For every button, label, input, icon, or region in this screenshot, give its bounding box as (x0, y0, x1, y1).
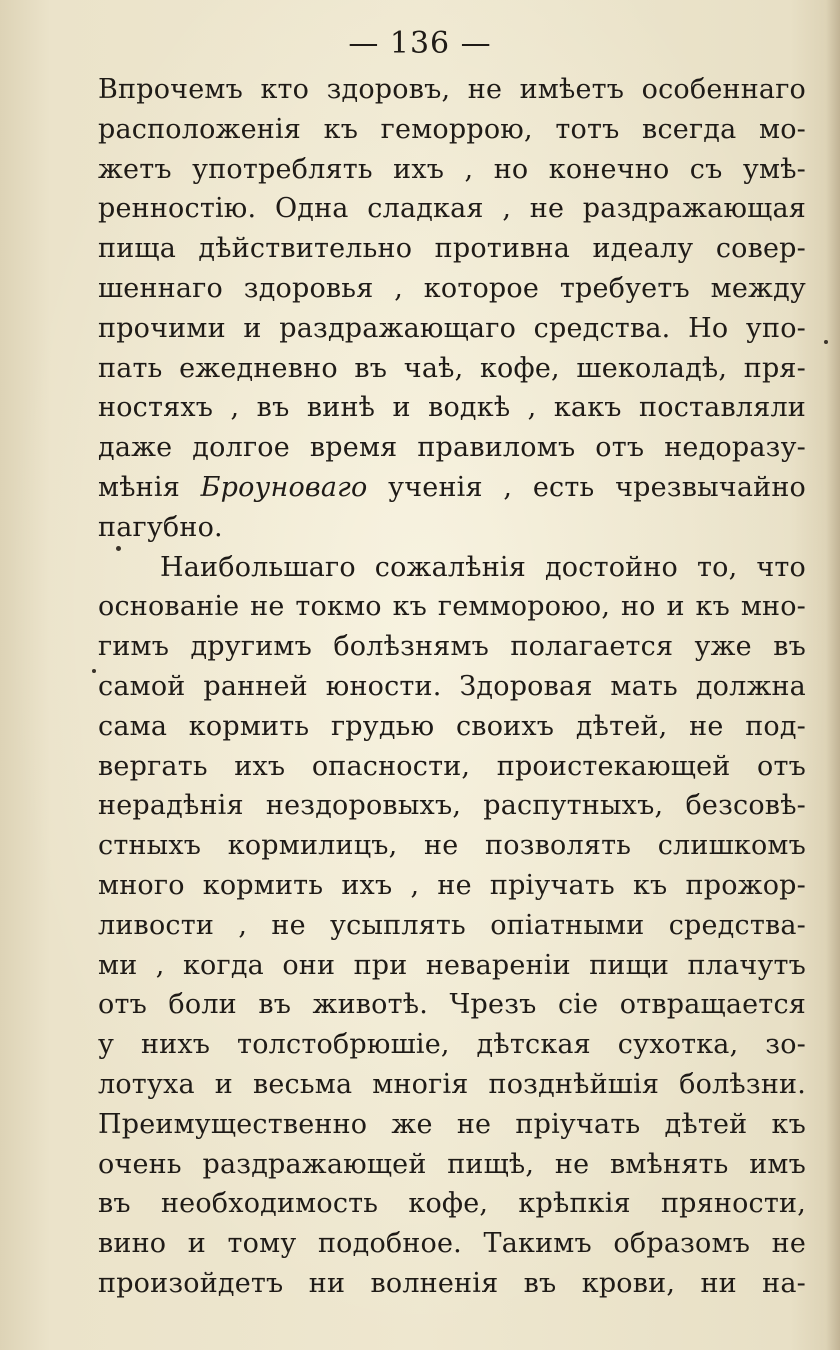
italic-name: Броунoваго (200, 471, 368, 503)
page-edge-shadow (826, 0, 840, 1350)
text-line: расположенія къ геморрою, тотъ всегда мо- (98, 113, 806, 145)
page-number: — 136 — (348, 26, 492, 61)
text-line: ностяхъ , въ винѣ и водкѣ , какъ поставляли (98, 392, 806, 424)
text-line: самой ранней юности. Здоровая мать должна (98, 670, 806, 702)
text-line: шеннаго здоровья , которое требуетъ между (98, 272, 806, 304)
text-segment: мѣнія (98, 471, 201, 503)
paragraph-first-line: Наибольшаго сожалѣнія достойно то, что (160, 551, 806, 583)
text-line: отъ боли въ животѣ. Чрезъ сіе отвращается (98, 989, 806, 1021)
text-line: сама кормить грудью своихъ дѣтей, не под- (98, 710, 806, 742)
text-line: вергать ихъ опасности, проистекающей отъ (98, 750, 806, 782)
text-line: даже долгое время правиломъ отъ недоразу- (98, 432, 806, 464)
text-line: ми , когда они при невареніи пищи плачутъ (98, 949, 806, 981)
text-line: ливости , не усыплять опіатными средства- (98, 909, 806, 941)
text-line: пища дѣйствительно противна идеалу совер- (98, 233, 806, 265)
ink-speck (824, 340, 828, 344)
ink-speck (92, 669, 96, 673)
text-line: произойдетъ ни волненія въ крови, ни на- (98, 1267, 806, 1299)
text-line: пать ежедневно въ чаѣ, кофе, шеколадѣ, пря- (98, 352, 806, 384)
text-line: стныхъ кормилицъ, не позволять слишкомъ (98, 830, 806, 862)
text-line: нерадѣнія нездоровыхъ, распутныхъ, безсовѣ- (98, 790, 806, 822)
text-line: очень раздражающей пищѣ, не вмѣнять имъ (98, 1148, 806, 1180)
text-line-with-italic (98, 468, 806, 508)
text-line: жетъ употреблять ихъ , но конечно съ умѣ- (98, 153, 806, 185)
text-segment: ученія , есть чрезвычайно (367, 471, 807, 503)
text-line: много кормить ихъ , не пріучать къ прожор- (98, 869, 806, 901)
body-text (98, 70, 806, 1304)
text-line: гимъ другимъ болѣзнямъ полагается уже въ (98, 631, 806, 663)
text-line: основаніе не токмо къ геммороюо, но и къ мно- (98, 591, 806, 623)
text-line: вино и тому подобное. Такимъ образомъ не (98, 1228, 806, 1260)
text-line: ренностію. Одна сладкая , не раздражающая (98, 193, 806, 225)
text-line: въ необходимость кофе, крѣпкія пряности, (98, 1188, 806, 1220)
text-line: лотуха и весьма многія позднѣйшія болѣзни. (98, 1068, 806, 1100)
text-line: Впрочемъ кто здоровъ, не имѣетъ особеннаго (98, 74, 806, 105)
text-line: Преимущественно же не пріучать дѣтей къ (98, 1108, 806, 1140)
text-line: прочими и раздражающаго средства. Но упо- (98, 312, 806, 344)
paragraph-end-line: пагубно. (98, 511, 223, 543)
text-line: у нихъ толстобрюшіе, дѣтская сухотка, зо- (98, 1029, 806, 1061)
ink-speck (116, 546, 121, 551)
